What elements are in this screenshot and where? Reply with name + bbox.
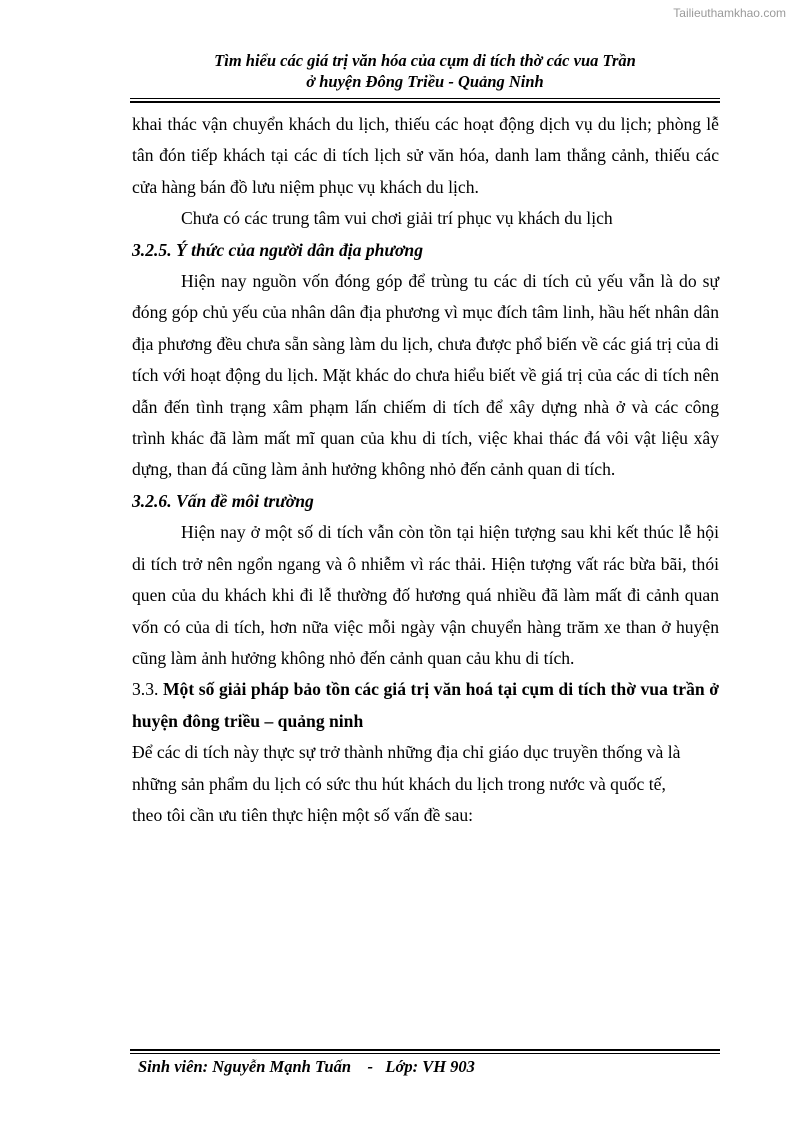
paragraph-4: Hiện nay ở một số di tích vẫn còn tồn tại hiện tượng sau khi kết thúc lễ hội di tích trở nên ngổn ngang và ô nhiễm vì rác thải. Hiện tượng vất rác bừa bãi, thói quen của du khách khi đi lễ thường đố hương quá nhiều đã làm mất đi cảnh quan vốn có của di tích, hơn nữa việc mỗi ngày vận chuyển hàng trăm xe than ở huyện cũng làm ảnh hưởng không nhỏ đến cảnh quan cảu khu di tích. bbox=[132, 522, 719, 668]
paragraph-3: Hiện nay nguồn vốn đóng góp để trùng tu các di tích củ yếu vẫn là do sự đóng góp chủ yếu của nhân dân địa phương vì mục đích tâm linh, hầu hết nhân dân địa phương đều chưa sẵn sàng làm du lịch, chưa được phổ biến về các giá trị của di tích với hoạt động du lịch. Mặt khác do chưa hiểu biết về giá trị của các di tích nên dẫn đến tình trạng xâm phạm lấn chiếm di tích để xây dựng nhà ở và các công trình khác đã làm mất mĩ quan của khu di tích, việc khai thác đá vôi vật liệu xây dựng, than đá cũng làm ảnh hưởng không nhỏ đến cảnh quan di tích. bbox=[132, 271, 719, 480]
paragraph-5-line-1: Để các di tích này thực sự trở thành những địa chỉ giáo dục truyền thống và là bbox=[132, 742, 681, 763]
section-number-3-3: 3.3. bbox=[132, 679, 163, 700]
paragraph-1: khai thác vận chuyển khách du lịch, thiếu các hoạt động dịch vụ du lịch; phòng lễ tân đón tiếp khách tại các di tích lịch sử văn hóa, danh lam thắng cảnh, thiếu các cửa hàng bán đồ lưu niệm phục vụ khách du lịch. bbox=[132, 114, 719, 197]
header-rule bbox=[130, 98, 720, 103]
watermark: Tailieuthamkhao.com bbox=[673, 6, 786, 20]
page-header bbox=[130, 50, 720, 92]
header-title-line2: ở huyện Đông Triều - Quảng Ninh bbox=[306, 72, 544, 91]
header-title-line1: Tìm hiểu các giá trị văn hóa của cụm di tích thờ các vua Trần bbox=[214, 51, 636, 70]
page-footer: Sinh viên: Nguyễn Mạnh Tuấn - Lớp: VH 903 bbox=[138, 1057, 475, 1076]
paragraph-5 bbox=[132, 737, 719, 831]
section-heading-3-3 bbox=[132, 674, 719, 737]
section-title-3-3: Một số giải pháp bảo tồn các giá trị văn hoá tại cụm di tích thờ vua trần ở huyện đông triều – quảng ninh bbox=[132, 679, 719, 731]
section-heading-3-2-5: 3.2.5. Ý thức của người dân địa phương bbox=[132, 239, 423, 260]
paragraph-2: Chưa có các trung tâm vui chơi giải trí phục vụ khách du lịch bbox=[181, 208, 613, 229]
section-heading-3-2-6: 3.2.6. Vấn đề môi trường bbox=[132, 490, 314, 511]
footer-rule bbox=[130, 1049, 720, 1054]
document-body bbox=[132, 109, 719, 831]
paragraph-5-line-3: theo tôi cần ưu tiên thực hiện một số vấn đề sau: bbox=[132, 804, 474, 825]
paragraph-5-line-2: những sản phẩm du lịch có sức thu hút khách du lịch trong nước và quốc tế, bbox=[132, 773, 666, 794]
